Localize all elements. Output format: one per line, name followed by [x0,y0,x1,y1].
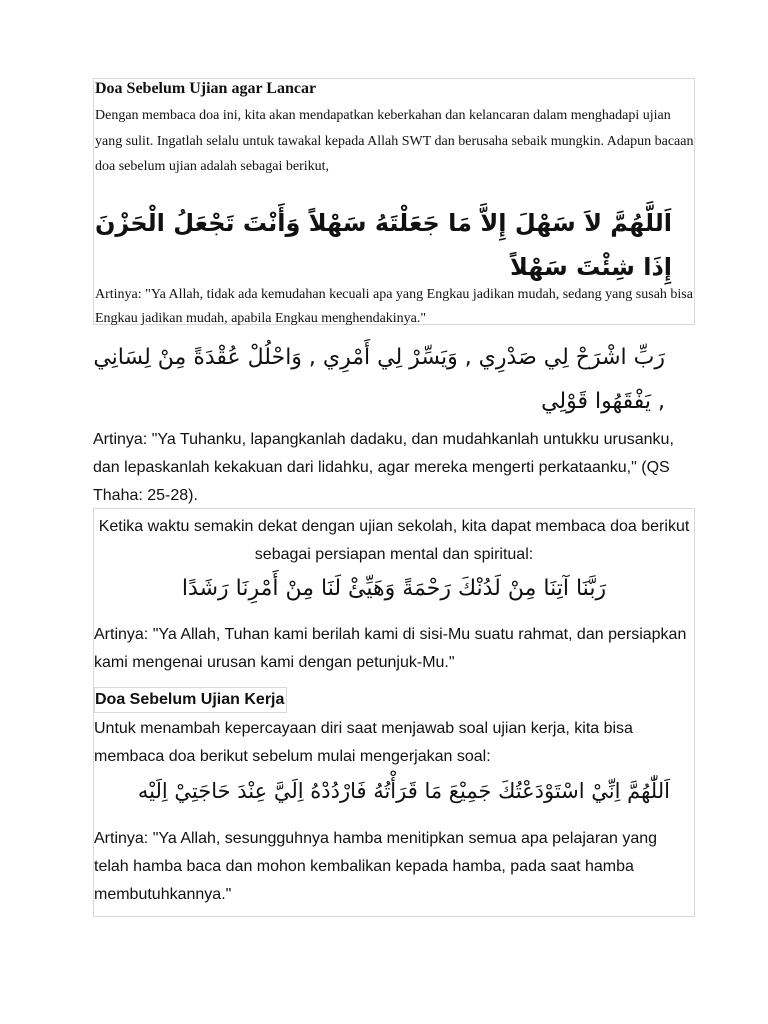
arabic-dua: رَبِّ اشْرَحْ لِي صَدْرِي , وَيَسِّرْ لِي أَمْرِي , وَاحْلُلْ عُقْدَةً مِنْ لِسَانِي , يَفْقَهُوا قَوْلِي [93,345,665,414]
intro-paragraph: Ketika waktu semakin dekat dengan ujian sekolah, kita dapat membaca doa berikut sebagai persiapan mental dan spiritual: [98,518,690,563]
intro-paragraph-kerja: Untuk menambah kepercayaan diri saat menjawab soal ujian kerja, kita bisa membaca doa berikut sebelum mulai mengerjakan soal: [94,720,633,765]
intro-paragraph: Dengan membaca doa ini, kita akan mendapatkan keberkahan dan kelancaran dalam menghadapi ujian yang sulit. Ingatlah selalu untuk tawakal kepada Allah SWT dan berusaha sebaik mungkin. Adapun bacaan doa sebelum ujian adalah sebagai berikut, [95,108,694,174]
section-ujian-lancar [93,78,695,325]
section-heading: Doa Sebelum Ujian Kerja [94,687,287,713]
translation-text: Artinya: "Ya Tuhanku, lapangkanlah dadaku, dan mudahkanlah untukku urusanku, dan lepaskanlah kekakuan dari lidahku, agar mereka mengerti perkataanku," (QS Thaha: 25-28). [93,431,674,504]
section-ujian-sekolah-kerja [93,508,695,917]
translation-text-kerja: Artinya: "Ya Allah, sesungguhnya hamba menitipkan semua apa pelajaran yang telah hamba baca dan mohon kembalikan kepada hamba, pada saat hamba membutuhkannya." [94,830,658,903]
arabic-dua: رَبَّنَا آتِنَا مِنْ لَدُنْكَ رَحْمَةً وَهَيِّئْ لَنَا مِنْ أَمْرِنَا رَشَدًا [181,576,607,601]
translation-text: Artinya: "Ya Allah, Tuhan kami berilah kami di sisi-Mu suatu rahmat, dan persiapkan kami mengenai urusan kami dengan petunjuk-Mu." [94,626,687,671]
arabic-dua: اَللَّهُمَّ لاَ سَهْلَ إِلاَّ مَا جَعَلْتَهُ سَهْلاً وَأَنْتَ تَجْعَلُ الْحَزْنَ إِذَا شِئْتَ سَهْلاً [94,209,672,281]
section-qs-thaha [93,336,695,510]
translation-text: Artinya: "Ya Allah, tidak ada kemudahan kecuali apa yang Engkau jadikan mudah, sedang yang susah bisa Engkau jadikan mudah, apabila Engkau menghendakinya." [95,287,693,326]
section-title: Doa Sebelum Ujian agar Lancar [95,80,317,97]
arabic-dua-kerja: اَللّٰهُمَّ اِنِّيْ اسْتَوْدَعْتُكَ جَمِيْعَ مَا قَرَأْتُهُ فَارْدُدْهُ اِلَيَّ عِنْدَ حَاجَتِيْ اِلَيْه [137,779,670,803]
